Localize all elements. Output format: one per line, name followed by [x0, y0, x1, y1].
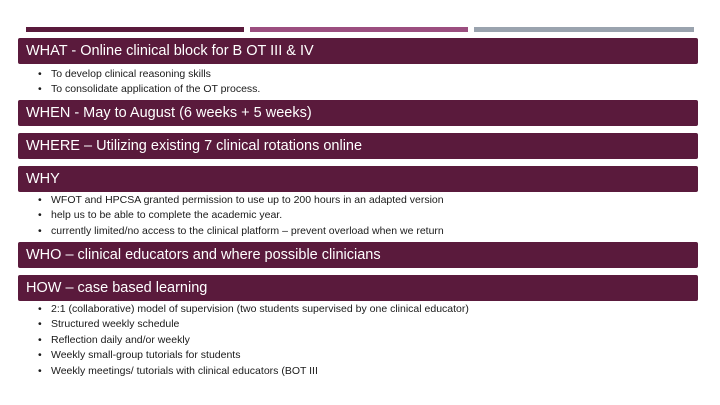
list-item: • Reflection daily and/or weekly [38, 333, 469, 348]
bullet-list-what [38, 67, 260, 98]
accent-bar-dark [26, 27, 244, 32]
section-header-what: WHAT - Online clinical block for B OT III & IV [18, 38, 698, 64]
list-item: • 2:1 (collaborative) model of supervision (two students supervised by one clinical educator) [38, 302, 469, 317]
accent-bar-medium [250, 27, 468, 32]
list-item: • Weekly small-group tutorials for students [38, 348, 469, 363]
list-item: • help us to be able to complete the academic year. [38, 208, 444, 223]
list-item: • Structured weekly schedule [38, 317, 469, 332]
list-item: • To consolidate application of the OT process. [38, 82, 260, 97]
section-header-when: WHEN - May to August (6 weeks + 5 weeks) [18, 100, 698, 126]
section-header-how: HOW – case based learning [18, 275, 698, 301]
section-header-why: WHY [18, 166, 698, 192]
list-item: • currently limited/no access to the clinical platform – prevent overload when we return [38, 224, 444, 239]
section-header-who: WHO – clinical educators and where possible clinicians [18, 242, 698, 268]
list-item: • WFOT and HPCSA granted permission to use up to 200 hours in an adapted version [38, 193, 444, 208]
list-item: • Weekly meetings/ tutorials with clinical educators (BOT III [38, 364, 469, 379]
bullet-list-why [38, 193, 444, 239]
accent-bar-gray [474, 27, 694, 32]
section-header-where: WHERE – Utilizing existing 7 clinical rotations online [18, 133, 698, 159]
bullet-list-how [38, 302, 469, 379]
list-item: • To develop clinical reasoning skills [38, 67, 260, 82]
